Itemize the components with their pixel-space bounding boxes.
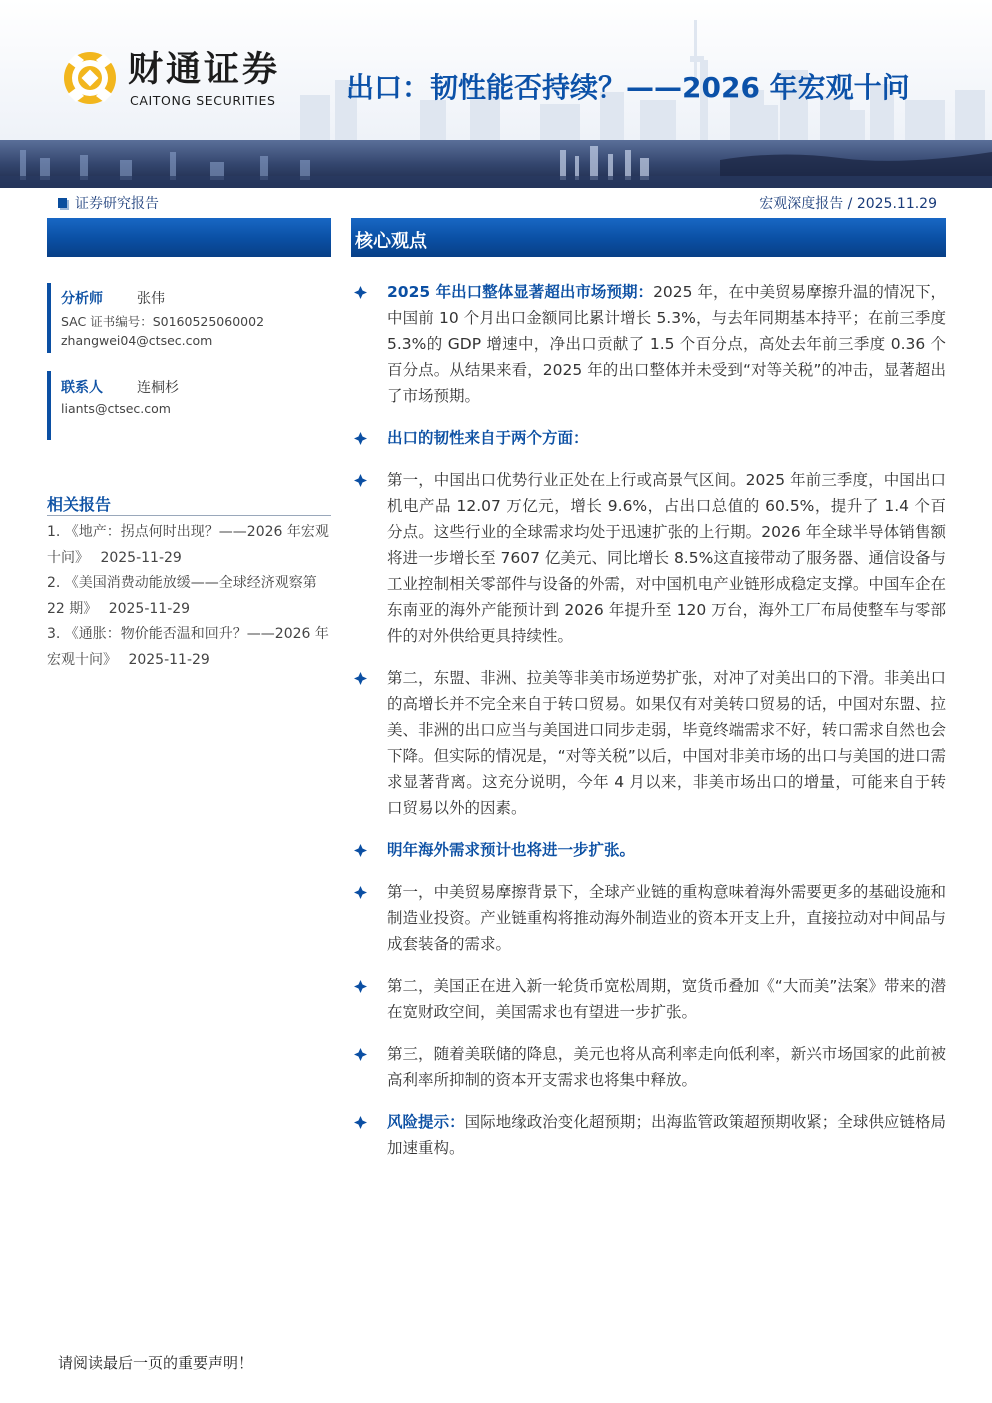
square-bullet-icon <box>58 198 67 208</box>
report-category-label: 证券研究报告 <box>75 196 159 212</box>
caitong-logo-icon <box>62 48 118 108</box>
bullet-text: 国际地缘政治变化超预期；出海监管政策超预期收紧；全球供应链格局加速重构。 <box>387 1113 946 1157</box>
analyst-accent-bar <box>47 283 51 353</box>
contact-accent-bar <box>47 371 51 440</box>
bullet-text: 第二，东盟、非洲、拉美等非美市场逆势扩张，对冲了对美出口的下滑。非美出口的高增长并不完全来自于转口贸易。如果仅有对美转口贸易的话，中国对东盟、拉美、非洲的出口应当与美国进口同步走弱，毕竟终端需求不好，转口需求自然也会下降。但实际的情况是，“对等关税”以后，中国对非美市场的出口与美国的进口需求显著背离。这充分说明，今年 4 月以来，非美市场出口的增量，可能来自于转口贸易以外的因素。 <box>387 669 946 817</box>
contact-name: 连桐杉 <box>137 380 179 396</box>
company-logo <box>62 44 302 114</box>
contact-email[interactable]: liants@ctsec.com <box>61 401 171 416</box>
report-header <box>0 0 992 188</box>
contact-row <box>61 377 179 397</box>
logo-english-text: CAITONG SECURITIES <box>130 93 276 108</box>
bullet-heading: 2025 年出口整体显著超出市场预期： <box>387 283 654 301</box>
bullet-text: 第一，中国出口优势行业正处在上行或高景气区间。2025 年前三季度，中国出口机电产品 12.07 万亿元，增长 9.6%，占出口总值的 60.5%，提升了 1.4 个百分点。这些行业的全球需求均处于迅速扩张的上行期。2026 年全球半导体销售额将进一步增长至 7607 亿美元、同比增长 8.5%这直接带动了服务器、通信设备与工业控制相关零部件与设备的外需，对中国机电产业链形成稳定支撑。中国车企在东南亚的海外产能预计到 2026 年提升至 120 万台，海外工厂布局使整车与零部件的对外供给更具持续性。 <box>387 471 946 645</box>
core-bullet <box>351 973 946 1025</box>
related-reports-heading: 相关报告 <box>47 495 112 514</box>
diamond-bullet-icon <box>354 672 367 685</box>
disclaimer-notice: 请阅读最后一页的重要声明！ <box>58 1354 254 1372</box>
diamond-bullet-icon <box>354 1116 367 1129</box>
bullet-text: 第一，中美贸易摩擦背景下，全球产业链的重构意味着海外需要更多的基础设施和制造业投资。产业链重构将推动海外制造业的资本开支上升，直接拉动对中间品与成套装备的需求。 <box>387 883 946 953</box>
left-column-banner <box>47 218 331 257</box>
core-views-heading: 核心观点 <box>355 231 427 252</box>
diamond-bullet-icon <box>354 432 367 445</box>
core-bullet <box>351 879 946 957</box>
analyst-name: 张伟 <box>137 291 165 307</box>
core-bullet <box>351 1041 946 1093</box>
analyst-card <box>47 283 331 353</box>
related-report-link[interactable]: 1. 《地产：拐点何时出现？——2026 年宏观十问》 2025-11-29 <box>47 524 329 566</box>
diamond-bullet-icon <box>354 980 367 993</box>
core-views-banner <box>351 218 946 257</box>
contact-card <box>47 371 331 440</box>
report-title: 出口：韧性能否持续？——2026 年宏观十问 <box>346 71 910 104</box>
core-views-list <box>351 279 946 1161</box>
bullet-text: 2025 年，在中美贸易摩擦升温的情况下，中国前 10 个月出口金额同比累计增长 5.3%，与去年同期基本持平；在前三季度 5.3%的 GDP 增速中，净出口贡献了 1.5 个百分点，高处去年前三季度 0.36 个百分点。从结果来看，2025 年的出口整体并未受到“对等关税”的冲击，显著超出了市场预期。 <box>387 283 946 405</box>
report-type-date: 宏观深度报告 / 2025.11.29 <box>759 196 937 212</box>
bullet-heading: 风险提示： <box>387 1113 465 1131</box>
core-bullet <box>351 425 946 451</box>
related-reports-list <box>47 520 333 673</box>
core-bullet <box>351 467 946 649</box>
bullet-heading: 明年海外需求预计也将进一步扩张。 <box>387 841 636 859</box>
core-bullet <box>351 665 946 821</box>
contact-role: 联系人 <box>61 380 103 396</box>
core-bullet <box>351 279 946 409</box>
core-bullet <box>351 1109 946 1161</box>
diamond-bullet-icon <box>354 844 367 857</box>
diamond-bullet-icon <box>354 1048 367 1061</box>
diamond-bullet-icon <box>354 286 367 299</box>
analyst-row <box>61 288 165 308</box>
related-report-link[interactable]: 3. 《通胀：物价能否温和回升？——2026 年宏观十问》 2025-11-29 <box>47 626 329 668</box>
analyst-role: 分析师 <box>61 291 103 307</box>
core-bullet <box>351 837 946 863</box>
related-report-link[interactable]: 2. 《美国消费动能放缓——全球经济观察第 22 期》 2025-11-29 <box>47 575 317 617</box>
report-category <box>58 193 159 213</box>
bullet-text: 第三，随着美联储的降息，美元也将从高利率走向低利率，新兴市场国家的此前被高利率所抑制的资本开支需求也将集中释放。 <box>387 1045 946 1089</box>
analyst-sac-number: SAC 证书编号：S0160525060002 <box>61 314 265 329</box>
related-reports-divider <box>47 515 331 516</box>
diamond-bullet-icon <box>354 886 367 899</box>
bullet-text: 第二，美国正在进入新一轮货币宽松周期，宽货币叠加《“大而美”法案》带来的潜在宽财政空间，美国需求也有望进一步扩张。 <box>387 977 946 1021</box>
bullet-heading: 出口的韧性来自于两个方面： <box>387 429 589 447</box>
logo-chinese-text: 财通证券 <box>128 50 281 90</box>
analyst-email[interactable]: zhangwei04@ctsec.com <box>61 333 213 348</box>
diamond-bullet-icon <box>354 474 367 487</box>
